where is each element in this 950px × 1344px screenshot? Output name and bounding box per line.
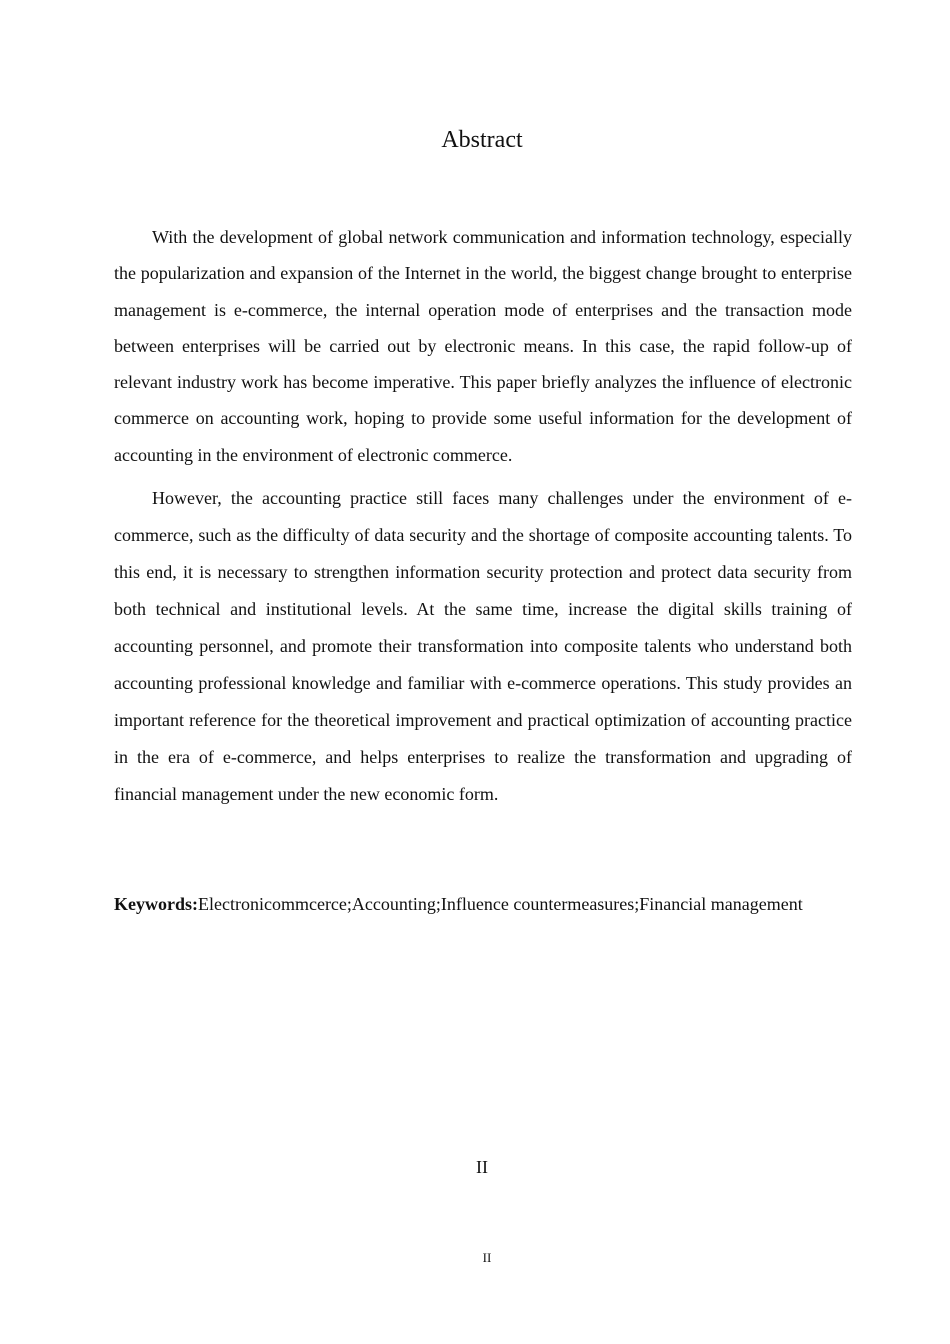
keywords-line [114, 891, 874, 917]
page-number: II [476, 1157, 488, 1177]
abstract-paragraph-1: With the development of global network communication and information technology, especially the popularization and expansion of the Internet in the world, the biggest change brought to enterprise management is e-commerce, the internal operation mode of enterprises and the transaction mode between enterprises will be carried out by electronic means. In this case, the rapid follow-up of relevant industry work has become imperative. This paper briefly analyzes the influence of electronic commerce on accounting work, hoping to provide some useful information for the development of accounting in the environment of electronic commerce. [114, 227, 852, 465]
keywords-value: Electronicommcerce;Accounting;Influence countermeasures;Financial management [198, 894, 803, 914]
page-title: Abstract [441, 127, 523, 153]
footer-page-number: II [482, 1250, 492, 1265]
abstract-body [114, 219, 852, 813]
keywords-label: Keywords: [114, 894, 198, 914]
abstract-paragraph-2: However, the accounting practice still faces many challenges under the environment of e-commerce, such as the difficulty of data security and the shortage of composite accounting talents. To this end, it is necessary to strengthen information security protection and protect data security from both technical and institutional levels. At the same time, increase the digital skills training of accounting personnel, and promote their transformation into composite talents who understand both accounting professional knowledge and familiar with e-commerce operations. This study provides an important reference for the theoretical improvement and practical optimization of accounting practice in the era of e-commerce, and helps enterprises to realize the transformation and upgrading of financial management under the new economic form. [114, 488, 852, 805]
